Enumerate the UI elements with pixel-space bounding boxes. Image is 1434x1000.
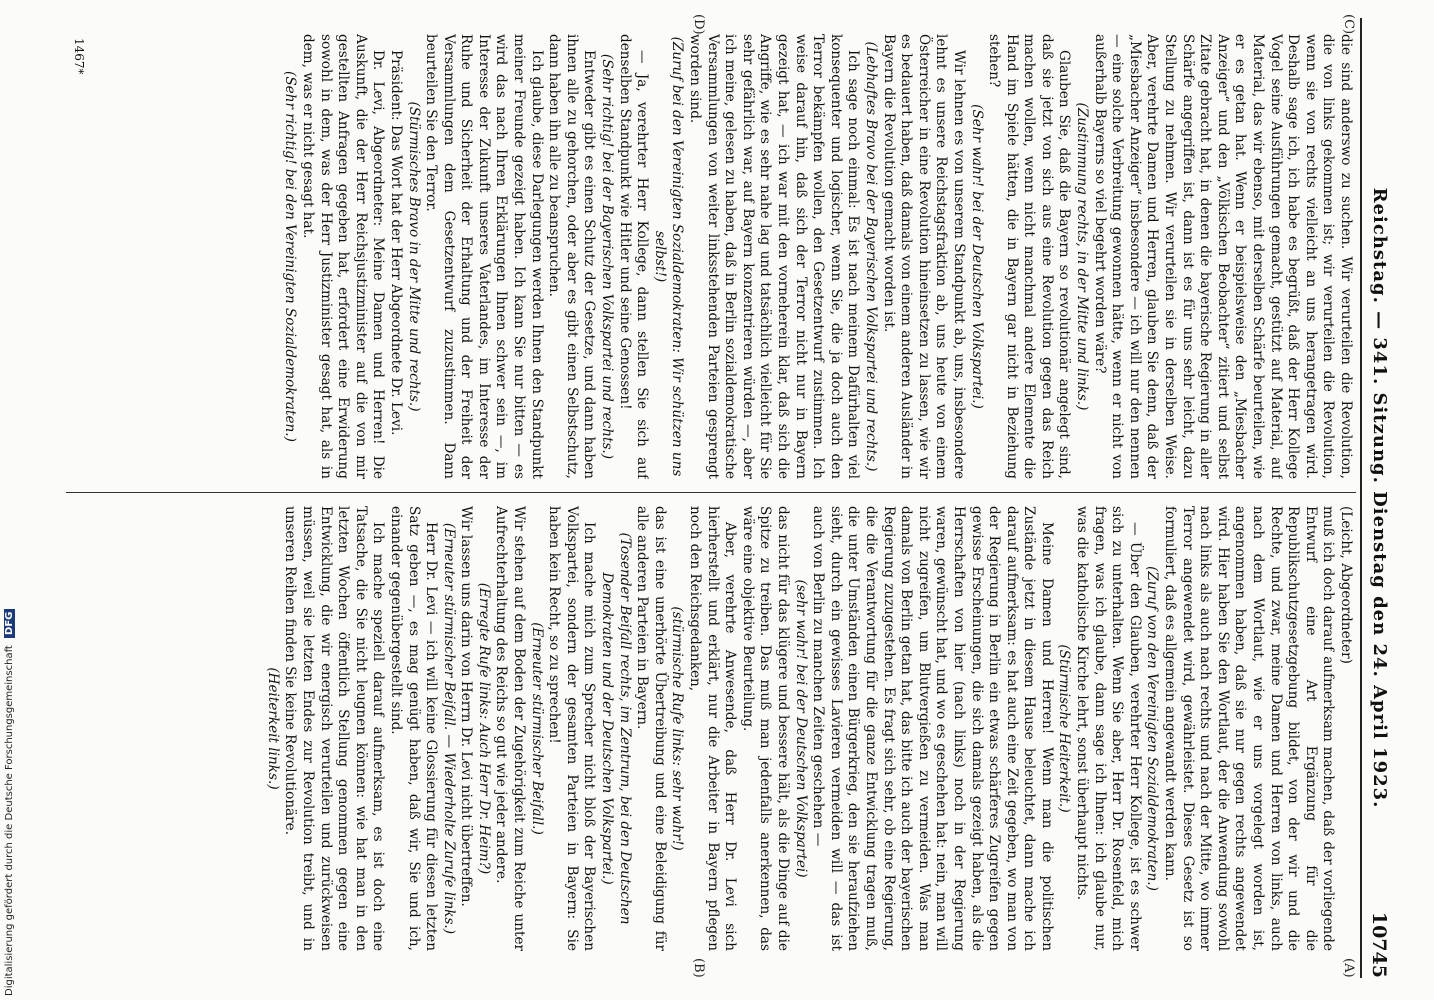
- paragraph: Herr Dr. Levi — ich will keine Glossierung für diesen letzten Satz geben —, es mag genügt haben, daß wir, Sie und ich, einander gegenübergestellt sind.: [387, 506, 440, 951]
- paragraph: Glauben Sie, daß die Bayern so revolutionär angelegt sind, daß sie jetzt von sich aus eine Revolution gegen das Reich machen wollen, wenn nicht manchmal andere Elemente die Hand im Spiele hätten, die in Bayern gar nicht in Beziehung stehen?: [986, 34, 1073, 479]
- interjection: (Erregte Rufe links: Auch Herr Dr. Heim?): [475, 582, 492, 875]
- interjection: (Zuruf bei den Vereinigten Sozialdemokraten: Wir schützen uns selbst!): [651, 36, 686, 477]
- paragraph: die sind anderswo zu suchen. Wir verurteilen die Revolution, die von links gekommen ist; wir verurteilen die Revolution, wenn sie von rechts vielleicht an uns herangetragen wird. Deshalb sage ich, ich habe es begrüßt, daß der Herr Kollege Vogel seine Ausführungen gemacht, gestützt auf Material, auf Material, das wir ebenso, mit derselben Schärfe beurteilen, wie er es getan hat. Wenn er beispielsweise den „Miesbacher Anzeiger“ und den „Völkischen Beobachter“ zitiert und selbst Zitate gebracht hat, in denen die bayerische Regierung in aller Schärfe angegriffen ist, dann ist es für uns sehr leicht, dazu Stellung zu nehmen. Wir verurteilen sie in derselben Weise. Aber, verehrte Damen und Herren, glauben Sie denn, daß der „Miesbacher Anzeiger“ insbesondere — ich will nur den nennen — eine solche Verbreitung gewonnen hätte, wenn er nicht von außerhalb Bayerns so viel begehrt worden wäre?: [1091, 34, 1354, 479]
- paragraph: Meine Damen und Herren! Wenn man die politischen Zustände jetzt in diesem Hause beleuchtet, dann mache ich darauf aufmerksam: es hat auch eine Zeit gegeben, wo man von der Regierung in Berlin ein etwas schärferes Zugreifen gegen gewisse Erscheinungen, die sich damals gezeigt haben, als die Herrschaften von hier (nach links) noch in der Regierung waren, gewünscht hat, und wo es geschehen hat: nein, man will nicht zugreifen, um Blutvergießen zu vermeiden. Was man damals von Berlin getan hat, das bitte ich auch der bayerischen Regierung zuzugestehen. Es fragt sich sehr, ob eine Regierung, die die Verantwortung für die ganze Entwicklung tragen muß, die unter Umständen einen Bürgerkrieg, den sie heraufziehen sieht, durch ein gewisses Lavieren vermeiden will — das ist auch von Berlin zu manchen Zeiten geschehen —: [810, 506, 1055, 951]
- paragraph: Aber, verehrte Anwesende, daß Herr Dr. Levi sich hierherstellt und erklärt, nur die Arbeiter in Bayern pflegen noch den Reichsgedanken,: [687, 506, 739, 951]
- margin-mark-a: (A): [1341, 958, 1356, 978]
- paragraph: Dr. Levi, Abgeordneter: Meine Damen und Herren! Die Auskunft, die der Herr Reichsjustizminister auf die von mir gestellten Anfragen gegeben hat, erfordert eine Erwiderung sowohl in dem, was der Herr Justizminister gesagt hat, als in dem, was er nicht gesagt hat.: [299, 34, 387, 479]
- interjection: (Erneuter stürmischer Beifall. — Wiederholte Zurufe links.): [440, 522, 457, 935]
- interjection: (Erneuter stürmischer Beifall.): [528, 622, 545, 835]
- margin-mark-b: (B): [691, 958, 706, 978]
- interjection: (Stürmische Heiterkeit.): [1056, 644, 1073, 813]
- column-divider: [66, 492, 1356, 493]
- paragraph: Entweder gibt es einen Schutz der Gesetze, und dann haben ihnen alle zu gehorchen, oder aber es gibt einen Selbstschutz, dann haben ihn alle zu beanspruchen.: [546, 34, 598, 479]
- paragraph: Wir stehen auf dem Boden der Zugehörigkeit zum Reiche unter Aufrechterhaltung des Reichs so gut wie jeder andere.: [493, 506, 528, 951]
- rotated-page-content: [36, 14, 1396, 978]
- paragraph: — Über den Glauben, verehrter Herr Kollege, ist es schwer sich zu unterhalten. Wenn Sie aber, Herr Dr. Rosenfeld, mich fragen, was ich glaube, dann sage ich Ihnen: ich glaube nur, was die katholische Kirche lehrt, sonst überhaupt nichts.: [1074, 506, 1143, 951]
- interjection: (Stürmisches Bravo in der Mitte und rechts.): [405, 101, 422, 412]
- paragraph: Wir lassen uns darin von Herrn Dr. Levi nicht übertreffen.: [458, 506, 475, 907]
- paragraph: muß ich doch darauf aufmerksam machen, daß der vorliegende Entwurf eine Art Ergänzung für die Republikschutzgesetzgebung bildet, von der wir und die Rechte, und zwar, meine Damen und Herren von links, auch nach dem Wortlaut, wie er uns vorgelegt worden ist, angenommen haben, daß sie nur gegen rechts angewendet wird. Hier haben Sie den Wortlaut, der die Anwendung sowohl nach links als auch nach rechts und nach der Mitte, wo immer Terror angewendet wird, gewährleistet. Dieses Gesetz ist so formuliert, daß es allgemein angewandt werden kann.: [1162, 506, 1337, 951]
- left-text-column: [114, 506, 1354, 951]
- paragraph: Präsident: Das Wort hat der Herr Abgeordnete Dr. Levi.: [387, 50, 404, 436]
- paragraph: Wir lehnen es von unserem Standpunkt ab, uns, insbesondere lehnt es unsere Reichstagsfraktion ab, uns heute von einem Österreicher in eine Revolution hineinsetzen zu lassen, wie wir es bedauert haben, daß damals von einem anderen Ausländer in Bayern die Revolution gemacht worden ist.: [880, 34, 967, 479]
- interjection: (Sehr wahr! bei der Deutschen Volkspartei.): [968, 104, 985, 409]
- dfg-logo: DFG: [4, 609, 15, 638]
- page-header: [1360, 18, 1396, 978]
- page-number: 10745: [1368, 911, 1390, 978]
- header-title: Reichstag. — 341. Sitzung. Dienstag den 24. April 1923.: [1369, 187, 1390, 809]
- margin-mark-c: (C): [1341, 14, 1356, 35]
- side-note-text: Digitalisierung gefördert durch die Deutsche Forschungsgemeinschaft: [4, 645, 15, 996]
- margin-mark-d: (D): [691, 14, 706, 35]
- interjection: (Heiterkeit links.): [264, 667, 281, 790]
- footer-signature: 1467*: [72, 38, 86, 75]
- paragraph: (Leicht, Abgeordneter): [1338, 506, 1354, 664]
- interjection: (Tosender Beifall rechts, im Zentrum, bei den Deutschen Demokraten und der Deutschen Volkspartei.): [599, 532, 633, 925]
- interjection: (Zustimmung rechts, in der Mitte und links.): [1074, 102, 1091, 411]
- paragraph: das nicht für das klügere und bessere hält, als die Dinge auf die Spitze zu treiben. Das muß man jedenfalls anerkennen, das wäre eine objektive Beurteilung.: [739, 506, 791, 951]
- side-note: [4, 609, 15, 996]
- right-text-column: [114, 34, 1354, 479]
- interjection: (stürmische Rufe links: sehr wahr!): [669, 606, 686, 851]
- paragraph: Ich mache speziell darauf aufmerksam, es ist doch eine Tatsache, die Sie nicht leugnen können: wie hat man in den letzten Wochen öffentlich Stellung genommen gegen eine Entwicklung, die wir energisch verurteilen und zurückweisen müssen, weil sie letzten Endes zur Revolution treibt, und in unseren Reihen finden Sie keine Revolutionäre.: [282, 506, 387, 951]
- interjection: (Zuruf von den Vereinigten Sozialdemokraten.): [1144, 566, 1161, 891]
- interjection: (sehr wahr! bei der Deutschen Volkspartei): [792, 579, 809, 878]
- interjection: (Lebhaftes Bravo bei der Bayerischen Volkspartei und rechts.): [862, 41, 879, 472]
- paragraph: Ich sage noch einmal: Es ist nach meinem Dafürhalten viel konsequenter und logischer, wenn Sie, die ja doch auch den Terror bekämpfen wollen, den Gesetzentwurf zustimmen. Ich weise darauf hin, daß sich der Terror nicht nur in Bayern gezeigt hat, — ich war mit den vorneherein klar, daß sich die Angriffe, wie es sehr nahe lag und tatsächlich vielleicht für Sie sehr gefährlich war, auf Bayern konzentrieren würden —, aber ich meine, gelesen zu haben, daß in Berlin sozialdemokratische Versammlungen von weiter linksstehenden Parteien gesprengt worden sind.: [687, 34, 862, 479]
- paragraph: Ich mache mich zum Sprecher nicht bloß der Bayerischen Volkspartei, sondern der gesamten Parteien in Bayern: Sie haben kein Recht, so zu sprechen!: [546, 506, 598, 951]
- paragraph: das ist eine unerhörte Übertreibung und eine Beleidigung für alle anderen Parteien in Bayern.: [634, 506, 668, 951]
- paragraph: Ich glaube, diese Darlegungen werden Ihnen den Standpunkt meiner Freunde gezeigt haben. Ich kann Sie nur bitten — es wird das nach Ihren Erklärungen Ihnen schwer sein —, im Interesse der Zukunft unseres Vaterlandes, im Interesse der Ruhe und Sicherheit der Erhaltung und der Freiheit der Versammlungen dem Gesetzentwurf zuzustimmen. Dann beurteilen Sie den Terror.: [423, 34, 545, 479]
- interjection: (Sehr richtig! bei den Vereinigten Sozialdemokraten.): [282, 71, 299, 442]
- interjection: (Sehr richtig! bei der Bayerischen Volkspartei und rechts.): [599, 53, 616, 460]
- paragraph: — Ja, verehrter Herr Kollege, dann stellen Sie sich auf denselben Standpunkt wie Hitler und seine Genossen!: [616, 34, 651, 479]
